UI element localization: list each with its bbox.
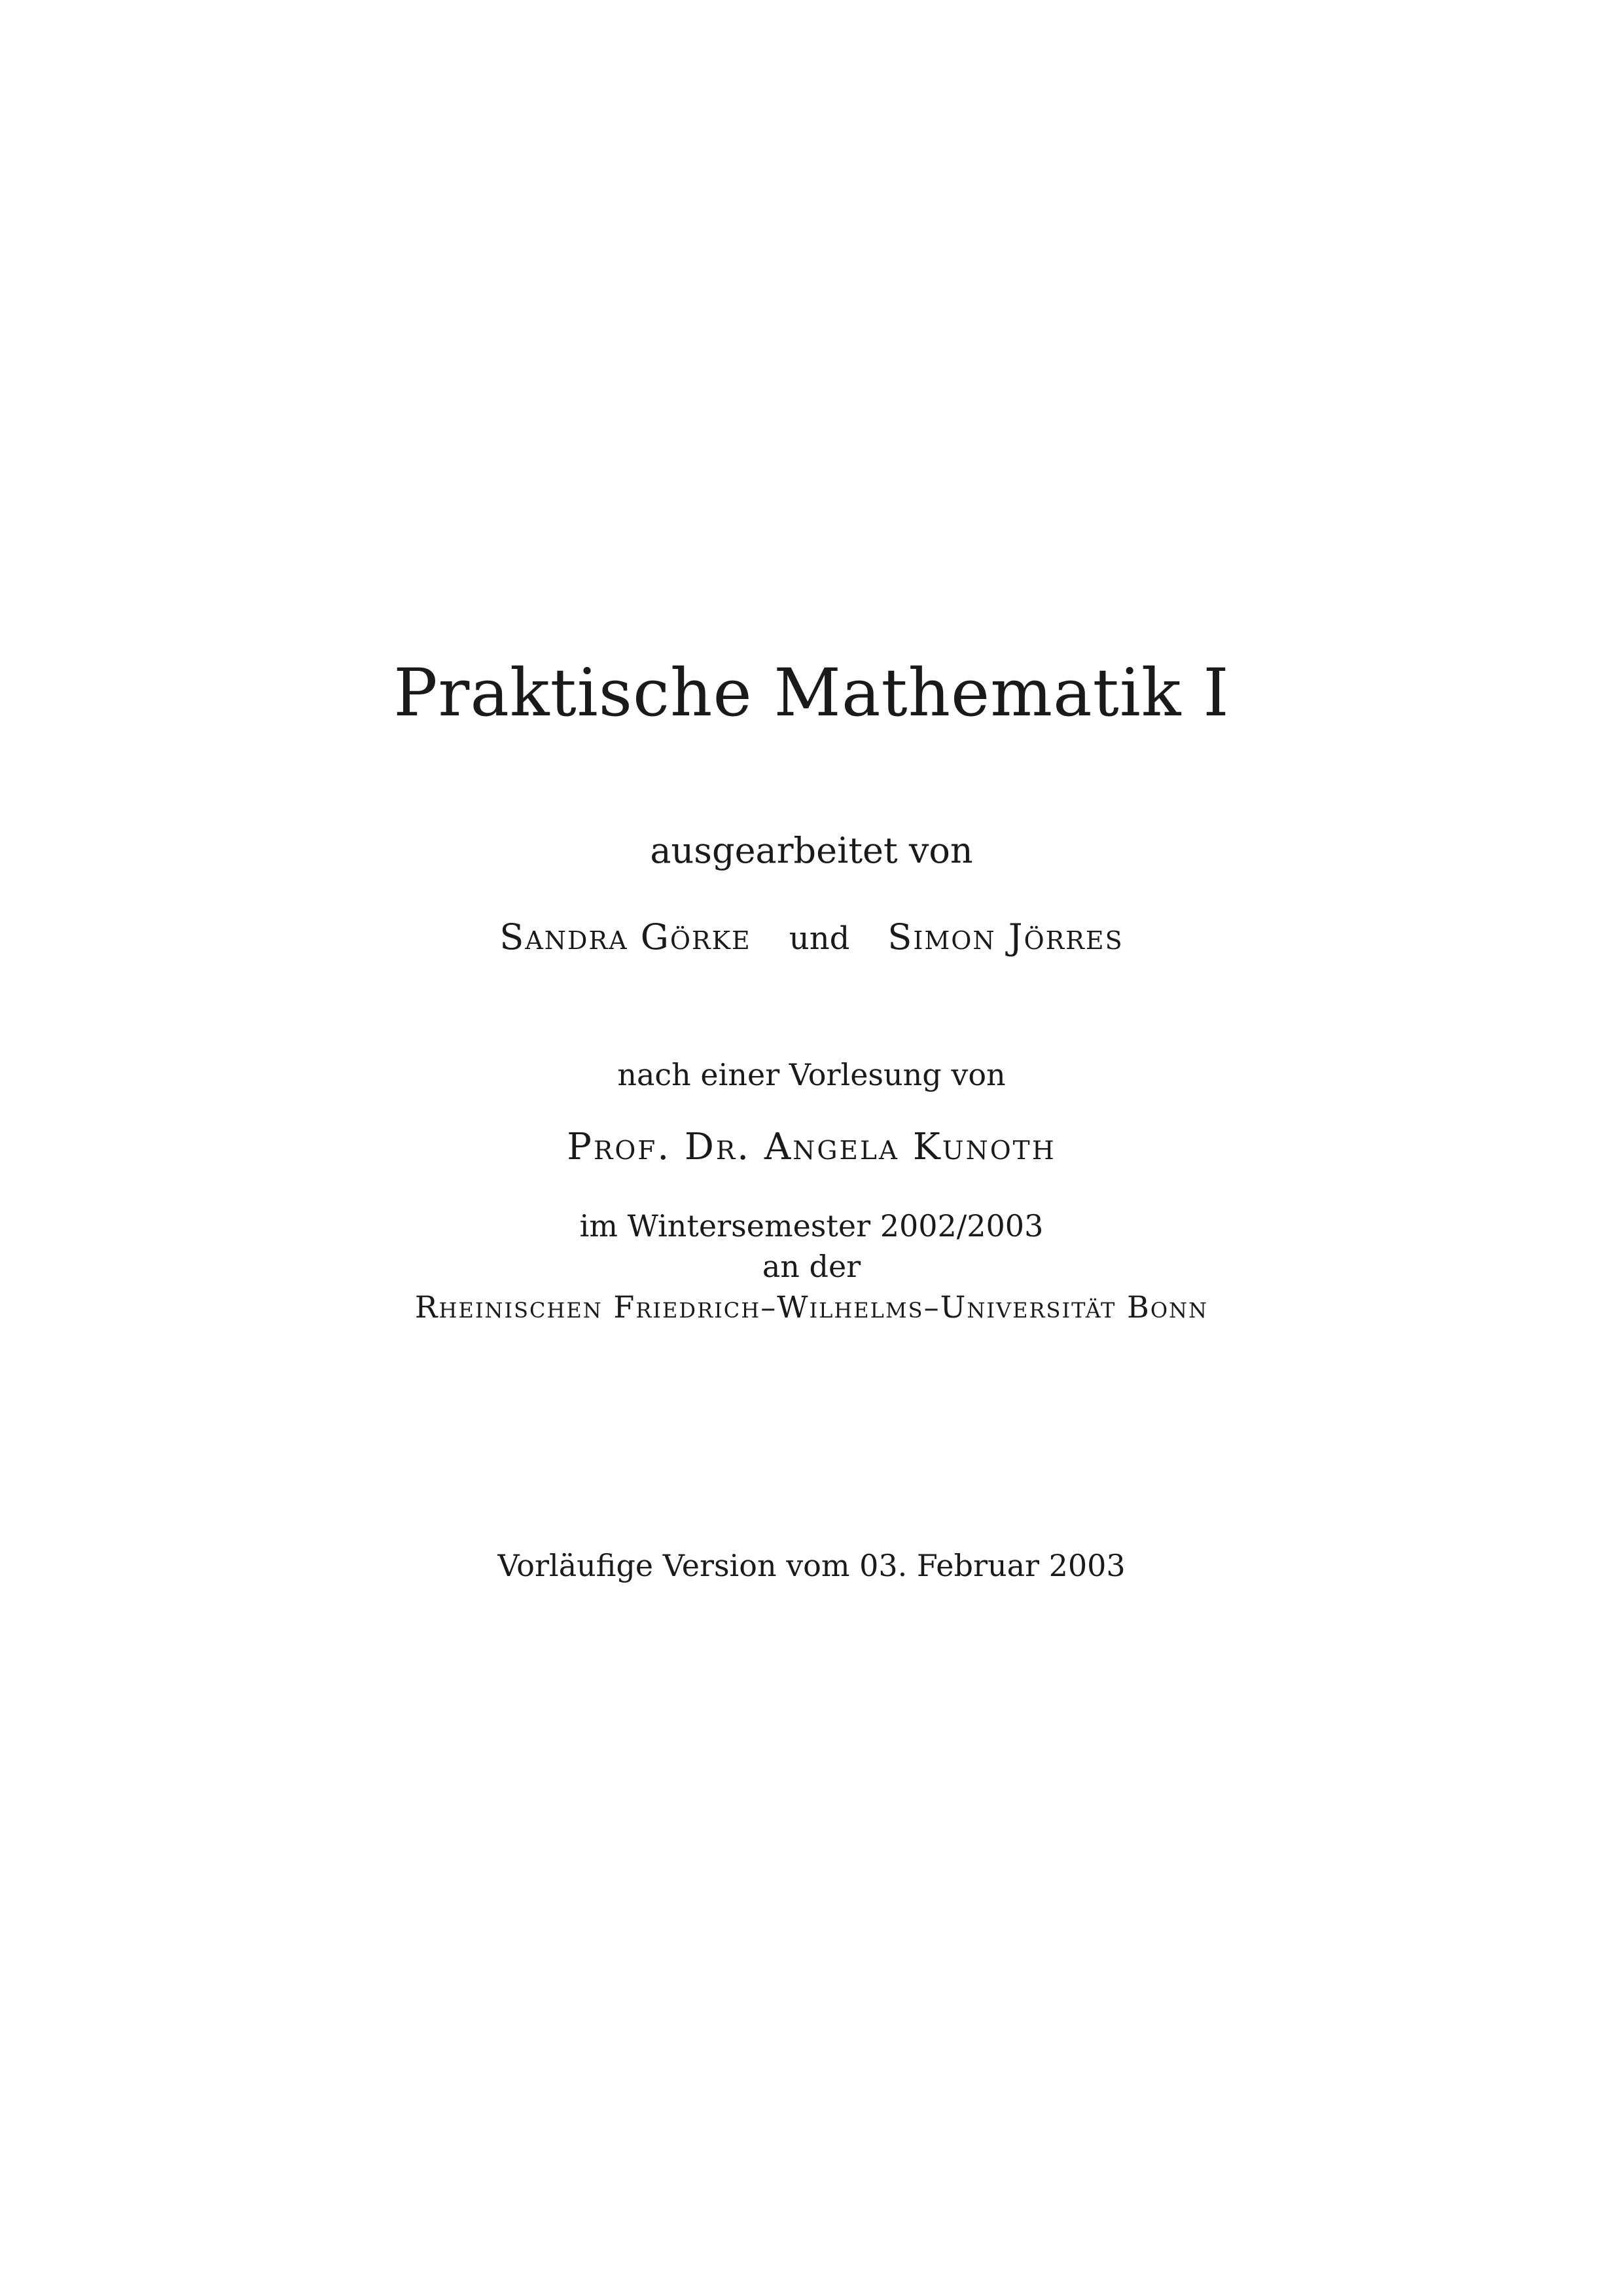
author-name-first: Sandra Görke	[499, 916, 751, 958]
subtitle-prepared-by: ausgearbeitet von	[650, 830, 973, 871]
university-name: Rheinischen Friedrich–Wilhelms–Universität Bonn	[414, 1289, 1209, 1325]
author-name-second: Simon Jörres	[887, 916, 1124, 958]
an-der-line: an der	[762, 1249, 861, 1284]
author-line	[0, 916, 1623, 958]
version-date: Vorläufige Version vom 03. Februar 2003	[497, 1548, 1126, 1583]
author-separator: und	[789, 920, 850, 957]
lecturer-name: Prof. Dr. Angela Kunoth	[567, 1126, 1056, 1168]
document-title: Praktische Mathematik I	[393, 655, 1230, 731]
lecture-intro: nach einer Vorlesung von	[617, 1057, 1006, 1092]
semester-line: im Wintersemester 2002/2003	[579, 1208, 1044, 1244]
